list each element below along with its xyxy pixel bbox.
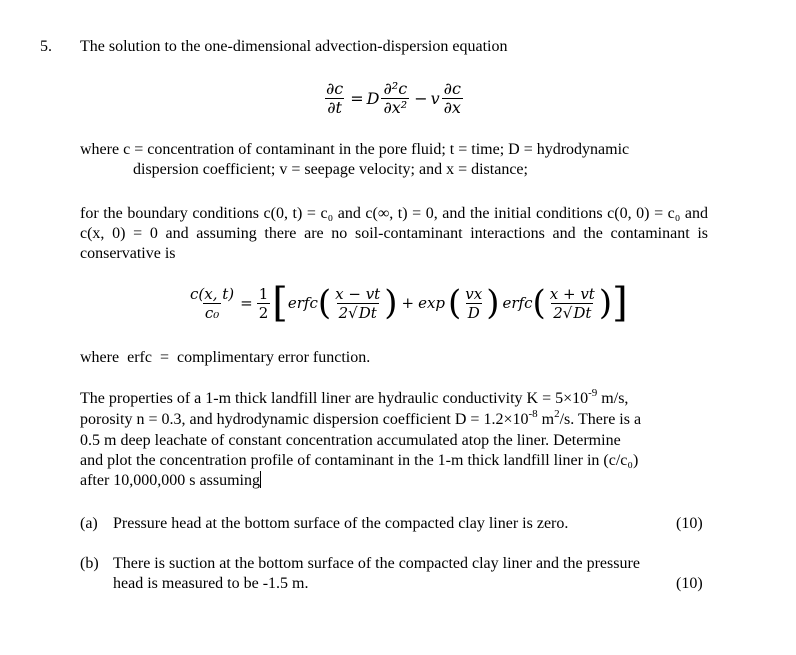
solution-exp-den: D: [467, 303, 480, 322]
part-b-text-line1: There is suction at the bottom surface of the compacted clay liner and the pressure: [113, 555, 640, 572]
properties-line2: [80, 410, 641, 431]
part-a-label: (a): [80, 515, 98, 532]
properties-line1-units: m/s,: [597, 390, 629, 407]
question-intro: The solution to the one-dimensional advection-dispersion equation: [80, 38, 508, 55]
solution-exp-fraction: [463, 285, 484, 322]
right-paren-3: ): [598, 283, 613, 323]
text-cursor: [260, 471, 261, 488]
equation-term1-fraction: [381, 80, 409, 117]
properties-line5: [80, 471, 641, 491]
equation-term2-num: ∂c: [443, 79, 461, 98]
solution-plus: +: [401, 294, 415, 312]
left-paren-3: (: [532, 283, 546, 323]
properties-line1-text: The properties of a 1-m thick landfill liner are hydraulic conductivity K = 5×10: [80, 390, 589, 407]
equation-equals: =: [350, 89, 364, 108]
properties-line4: and plot the concentration profile of contaminant in the 1-m thick landfill liner in (c/c₀): [80, 452, 639, 469]
properties-paragraph: [80, 389, 641, 491]
solution-arg2-den: 2√Dt: [553, 303, 592, 322]
where-definitions-line2: dispersion coefficient; v = seepage velocity; and x = distance;: [133, 161, 528, 178]
solution-arg1-den-sqrt: Dt: [358, 303, 377, 322]
solution-arg1-den-pre: 2: [338, 303, 349, 322]
right-paren-2: ): [486, 283, 500, 323]
solution-arg1-fraction: [333, 285, 382, 322]
solution-arg1-num: x − vt: [335, 284, 381, 303]
advection-dispersion-equation: [322, 80, 465, 117]
solution-erfc1: erfc: [287, 294, 318, 312]
solution-lhs-fraction: [188, 285, 236, 322]
left-paren-2: (: [448, 283, 462, 323]
k-exponent: -9: [588, 387, 598, 399]
solution-erfc2: erfc: [502, 294, 533, 312]
equation-term2-fraction: [442, 80, 463, 117]
equation-lhs-num: ∂c: [326, 79, 344, 98]
equation-lhs-den: ∂t: [327, 98, 342, 117]
right-paren-1: ): [384, 283, 398, 323]
part-a-text: Pressure head at the bottom surface of the compacted clay liner is zero.: [113, 515, 569, 532]
part-b-label: (b): [80, 555, 99, 572]
left-paren-1: (: [317, 283, 332, 323]
equation-v: v: [430, 89, 440, 108]
solution-arg2-den-pre: 2: [553, 303, 563, 322]
solution-lhs-num: c(x, t): [190, 284, 235, 303]
solution-arg1-den: 2√Dt: [338, 303, 377, 322]
solution-equals: =: [240, 294, 253, 312]
equation-term2-den: ∂x: [443, 98, 461, 117]
where-definitions-line1: where c = concentration of contaminant in the pore fluid; t = time; D = hydrodynamic: [80, 141, 630, 158]
right-bracket: ]: [612, 280, 628, 326]
properties-line2-units: m: [537, 411, 555, 428]
part-b-marks: (10): [676, 575, 703, 592]
equation-minus: −: [414, 89, 428, 108]
equation-lhs-fraction: [324, 80, 345, 117]
solution-equation: [186, 280, 628, 326]
left-bracket: [: [272, 280, 288, 326]
properties-line2-text: porosity n = 0.3, and hydrodynamic dispersion coefficient D = 1.2×10: [80, 411, 529, 428]
equation-term1-den: ∂x²: [383, 98, 408, 117]
solution-half-den: 2: [258, 303, 269, 322]
erfc-definition: where erfc = complimentary error function.: [80, 349, 371, 366]
d-exponent: -8: [528, 408, 538, 420]
part-b-text-line2: head is measured to be -1.5 m.: [113, 575, 309, 592]
solution-half-fraction: [257, 285, 271, 322]
properties-line3: 0.5 m deep leachate of constant concentration accumulated atop the liner. Determine: [80, 432, 621, 449]
part-a-marks: (10): [676, 515, 703, 532]
question-number: 5.: [40, 38, 52, 55]
m-squared-exponent: 2: [554, 408, 560, 420]
solution-arg2-fraction: [548, 285, 597, 322]
boundary-conditions-paragraph: for the boundary conditions c(0, t) = c₀ and c(∞, t) = 0, and the initial conditions c(0, 0) = c₀ and c(x, 0) = 0 and assuming there are no soil-contaminant interactions and the contaminant is conservative is: [80, 205, 708, 262]
solution-lhs-den: c₀: [204, 303, 220, 322]
solution-arg2-num: x + vt: [549, 284, 595, 303]
solution-half-num: 1: [258, 284, 269, 303]
equation-term1-num: ∂²c: [383, 79, 408, 98]
solution-exp: exp: [418, 294, 446, 312]
properties-line1: [80, 389, 641, 410]
properties-line5-text: after 10,000,000 s assuming: [80, 472, 260, 489]
equation-D: D: [366, 89, 380, 108]
solution-exp-num: vx: [465, 284, 483, 303]
solution-arg2-den-sqrt: Dt: [573, 303, 592, 322]
properties-line2-post: /s. There is a: [559, 411, 642, 428]
